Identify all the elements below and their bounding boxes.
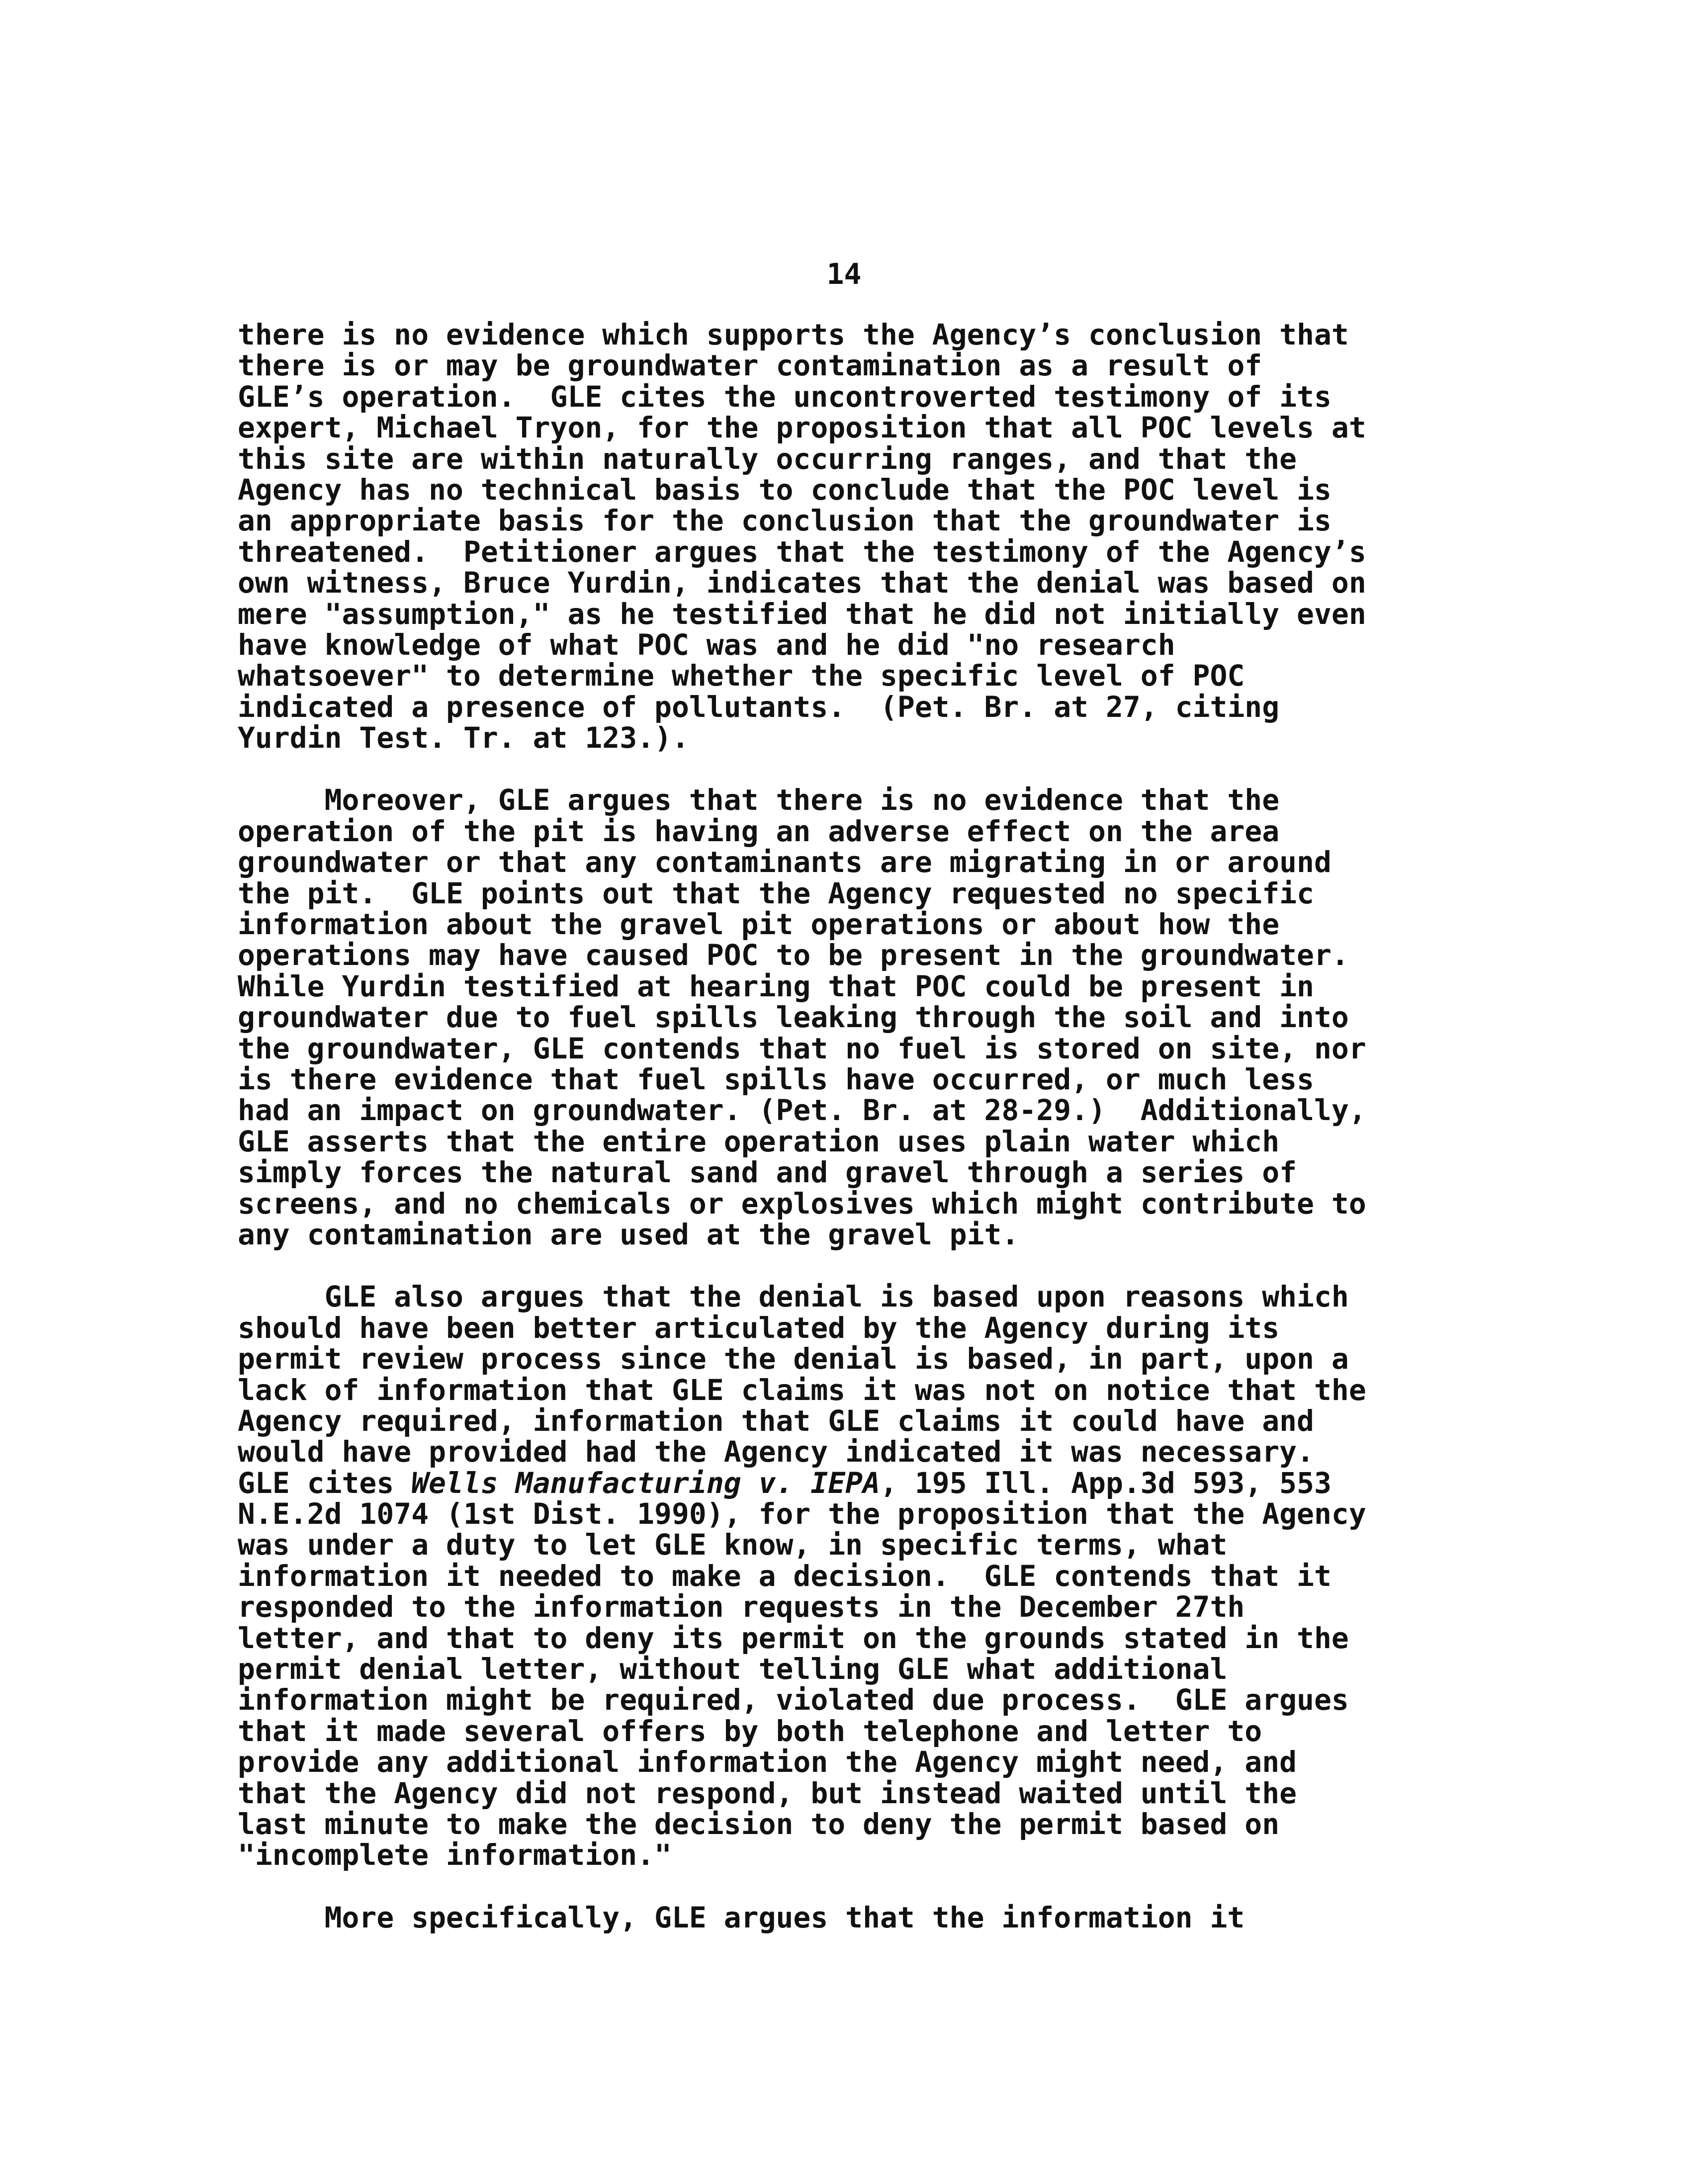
text-line: that it made several offers by both telephone and letter to xyxy=(238,1714,1262,1748)
text-line: Agency has no technical basis to conclude that the POC level is xyxy=(238,472,1332,507)
text-line: screens, and no chemicals or explosives which might contribute to xyxy=(238,1186,1366,1221)
text-line: information it needed to make a decision. GLE contends that it xyxy=(238,1559,1332,1593)
text-line: Yurdin Test. Tr. at 123.). xyxy=(238,721,689,755)
text-line: "incomplete information." xyxy=(238,1838,672,1872)
text-line: operation of the pit is having an adverse effect on the area xyxy=(238,814,1280,848)
text-line: information might be required, violated due process. GLE argues xyxy=(238,1683,1349,1717)
text-line: whatsoever" to determine whether the specific level of POC xyxy=(238,659,1245,693)
text-line: there is or may be groundwater contamination as a result of xyxy=(238,349,1262,383)
text-line: letter, and that to deny its permit on the grounds stated in the xyxy=(238,1621,1349,1655)
text-line: is there evidence that fuel spills have occurred, or much less xyxy=(238,1062,1314,1096)
text-line: lack of information that GLE claims it was not on notice that the xyxy=(238,1373,1366,1407)
text-line: indicated a presence of pollutants. (Pet. Br. at 27, citing xyxy=(238,690,1280,724)
text-line: permit denial letter, without telling GLE what additional xyxy=(238,1652,1228,1686)
text-line: the pit. GLE points out that the Agency requested no specific xyxy=(238,876,1314,910)
text-line: expert, Michael Tryon, for the proposition that all POC levels at xyxy=(238,411,1366,445)
paragraph-1 xyxy=(238,319,1510,753)
text-line: the groundwater, GLE contends that no fuel is stored on site, nor xyxy=(238,1031,1366,1065)
text-line: there is no evidence which supports the Agency’s conclusion that xyxy=(238,318,1349,351)
text-line: N.E.2d 1074 (1st Dist. 1990), for the proposition that the Agency xyxy=(238,1497,1366,1531)
text-line: GLE’s operation. GLE cites the uncontroverted testimony of its xyxy=(238,379,1332,414)
text-line: provide any additional information the Agency might need, and xyxy=(238,1745,1297,1779)
text-line: mere "assumption," as he testified that he did not initially even xyxy=(238,597,1366,631)
text-line: permit review process since the denial is based, in part, upon a xyxy=(238,1342,1349,1376)
text-line: operations may have caused POC to be present in the groundwater. xyxy=(238,938,1349,972)
text-line: had an impact on groundwater. (Pet. Br. at 28-29.) Additionally, xyxy=(238,1093,1366,1128)
text-line: groundwater due to fuel spills leaking through the soil and into xyxy=(238,1000,1349,1035)
citation-tail-text: , 195 Ill. App.3d 593, 553 xyxy=(880,1466,1332,1500)
text-line: was under a duty to let GLE know, in specific terms, what xyxy=(238,1528,1228,1562)
text-line: own witness, Bruce Yurdin, indicates that the denial was based on xyxy=(238,566,1366,600)
text-line: While Yurdin testified at hearing that POC could be present in xyxy=(238,969,1314,1003)
text-line: GLE also argues that the denial is based upon reasons which xyxy=(238,1280,1349,1314)
text-line: GLE asserts that the entire operation uses plain water which xyxy=(238,1124,1280,1158)
text-line: an appropriate basis for the conclusion that the groundwater is xyxy=(238,504,1332,538)
text-line: More specifically, GLE argues that the information it xyxy=(238,1900,1245,1934)
text-line: Moreover, GLE argues that there is no evidence that the xyxy=(238,783,1280,817)
text-line: threatened. Petitioner argues that the testimony of the Agency’s xyxy=(238,534,1366,569)
paragraph-3 xyxy=(238,1281,1510,1870)
text-line: any contamination are used at the gravel pit. xyxy=(238,1217,1019,1251)
text-line: have knowledge of what POC was and he did "no research xyxy=(238,627,1175,662)
text-line: information about the gravel pit operations or about how the xyxy=(238,907,1280,942)
case-name-citation: Wells Manufacturing v. IEPA xyxy=(411,1466,881,1500)
text-line: responded to the information requests in the December 27th xyxy=(238,1590,1245,1624)
text-line: Agency required, information that GLE claims it could have and xyxy=(238,1403,1314,1438)
text-line-with-case-citation xyxy=(238,1468,1510,1498)
text-line: would have provided had the Agency indicated it was necessary. xyxy=(238,1435,1314,1469)
text-line: simply forces the natural sand and gravel through a series of xyxy=(238,1155,1297,1190)
page-number: 14 xyxy=(826,257,862,291)
citation-lead-text: GLE cites xyxy=(238,1466,412,1500)
text-line: should have been better articulated by the Agency during its xyxy=(238,1310,1280,1345)
text-line: groundwater or that any contaminants are migrating in or around xyxy=(238,845,1332,879)
text-line: last minute to make the decision to deny the permit based on xyxy=(238,1807,1280,1841)
page-body xyxy=(238,319,1510,1933)
text-line: that the Agency did not respond, but instead waited until the xyxy=(238,1776,1297,1810)
text-line: this site are within naturally occurring ranges, and that the xyxy=(238,441,1297,476)
paragraph-4 xyxy=(238,1902,1510,1933)
paragraph-2 xyxy=(238,785,1510,1250)
